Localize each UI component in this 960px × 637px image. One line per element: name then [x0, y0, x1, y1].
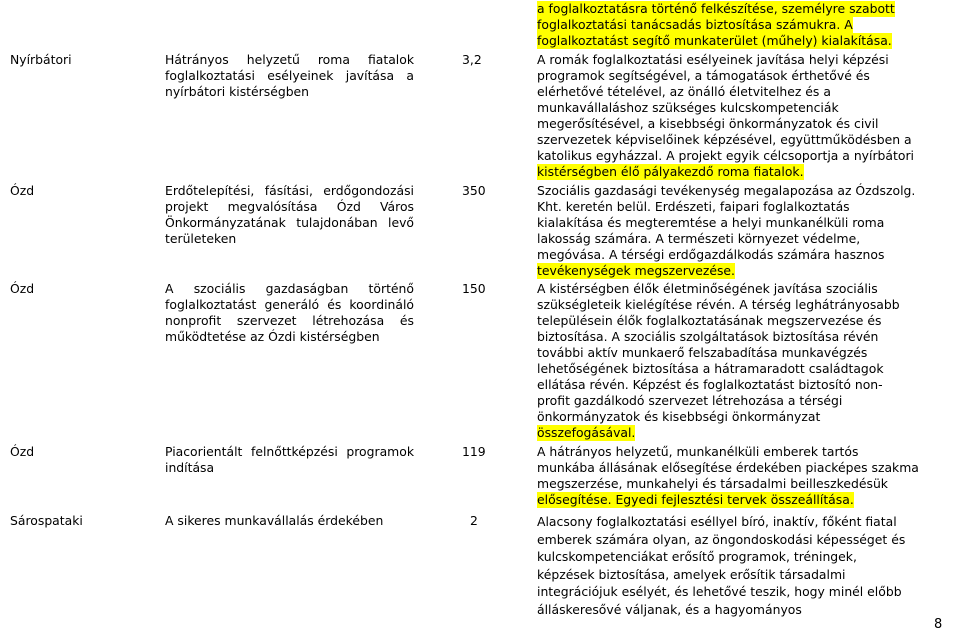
- description-line: munkába állásának elősegítése érdekében piacképes szakma: [537, 460, 919, 475]
- description-line: Alacsony foglalkoztatási eséllyel bíró, inaktív, főként fiatal: [537, 514, 897, 529]
- description-line: foglalkoztatást segítő munkaterület (műhely) kialakítása.: [537, 33, 892, 48]
- description-line: lakosság számára. A természeti környezet védelme,: [537, 231, 861, 246]
- description-line: foglalkoztatási tanácsadás biztosítása számukra. A: [537, 17, 853, 32]
- description-cell: [537, 513, 951, 618]
- description-line: integrációjuk esélyét, és lehetővé teszik, hogy minél előbb: [537, 584, 902, 599]
- description-line: szükségleteik kielégítése révén. A térség leghátrányosabb: [537, 297, 900, 312]
- region-cell: Ózd: [10, 281, 35, 296]
- description-cell: [537, 1, 951, 49]
- description-line: elérhetővé tételével, az önálló életvitelhez és a: [537, 84, 831, 99]
- title-cell: Piacorientált felnőttképzési programok indítása: [165, 444, 414, 475]
- description-line: önkormányzatok és kisebbségi önkormányzat: [537, 409, 821, 424]
- amount-cell: 150: [462, 281, 486, 296]
- description-cell: [537, 281, 951, 441]
- description-line: profit gazdálkodó szervezet létrehozása a térségi: [537, 393, 843, 408]
- description-line: munkavállaláshoz szükséges kulcskompetenciák: [537, 100, 839, 115]
- description-line: biztosítása. A szociális szolgáltatások biztosítása révén: [537, 329, 879, 344]
- amount-cell: 3,2: [462, 52, 482, 67]
- title-cell: A szociális gazdaságban történő foglalkoztatást generáló és koordináló nonprofit szervezet létrehozása és működtetése az Ózdi kistérségben: [165, 281, 414, 344]
- description-line: képzések biztosítása, amelyek erősítik társadalmi: [537, 566, 846, 582]
- description-line: A hátrányos helyzetű, munkanélküli emberek tartós: [537, 444, 859, 459]
- description-line: Kht. keretén belül. Erdészeti, faipari foglalkoztatás: [537, 199, 850, 214]
- description-line: emberek számára olyan, az öngondoskodási képességet és: [537, 531, 906, 547]
- description-line: programok segítségével, a támogatások érthetővé és: [537, 68, 870, 83]
- description-line: településein élők foglalkoztatásának megszervezése és: [537, 313, 882, 328]
- description-line: A romák foglalkoztatási esélyeinek javítása helyi képzési: [537, 52, 889, 67]
- description-line: megóvása. A térségi erdőgazdálkodás számára hasznos: [537, 247, 885, 262]
- description-line: a foglalkoztatásra történő felkészítése, személyre szabott: [537, 1, 895, 16]
- amount-cell: 350: [462, 183, 486, 198]
- description-line: lehetőségének biztosítása a hátramaradott családtagok: [537, 361, 884, 376]
- description-line: Szociális gazdasági tevékenység megalapozása az Ózdszolg.: [537, 183, 916, 198]
- title-cell: A sikeres munkavállalás érdekében: [165, 513, 384, 528]
- description-line: kistérségben élő pályakezdő roma fiatalok.: [537, 164, 804, 179]
- description-cell: [537, 183, 951, 279]
- description-line: A kistérségben élők életminőségének javítása szociális: [537, 281, 878, 296]
- region-cell: Nyírbátori: [10, 52, 72, 67]
- description-line: ellátása révén. Képzést és foglalkoztatást biztosító non-: [537, 377, 883, 392]
- region-cell: Ózd: [10, 444, 35, 459]
- description-line: összefogásával.: [537, 425, 636, 440]
- description-line: kulcskompetenciákat erősítő programok, tréningek,: [537, 549, 857, 564]
- description-line: tevékenységek megszervezése.: [537, 263, 735, 278]
- region-cell: Sárospataki: [10, 513, 83, 528]
- description-line: álláskeresővé váljanak, és a hagyományos: [537, 601, 802, 617]
- amount-cell: 119: [462, 444, 486, 459]
- title-cell: Erdőtelepítési, fásítási, erdőgondozási projekt megvalósítása Ózd Város Önkormányzatának tulajdonában levő területeken: [165, 183, 414, 246]
- description-cell: [537, 444, 951, 508]
- description-line: további aktív munkaerő felszabadítása munkavégzés: [537, 345, 868, 360]
- description-line: kialakítása és megteremtése a helyi munkanélküli roma: [537, 215, 885, 230]
- description-line: szervezetek képviselőinek képzésével, együttműködésben a: [537, 132, 912, 147]
- description-cell: [537, 52, 951, 180]
- description-line: megerősítésével, a kisebbségi önkormányzatok és civil: [537, 116, 879, 131]
- region-cell: Ózd: [10, 183, 35, 198]
- description-line: katolikus egyházzal. A projekt egyik célcsoportja a nyírbátori: [537, 148, 914, 163]
- amount-cell: 2: [470, 513, 478, 528]
- description-line: elősegítése. Egyedi fejlesztési tervek összeállítása.: [537, 492, 854, 507]
- description-line: megszerzése, munkahelyi és társadalmi beilleszkedésük: [537, 476, 888, 491]
- page-number: 8: [934, 617, 943, 632]
- title-cell: Hátrányos helyzetű roma fiatalok foglalkoztatási esélyeinek javítása a nyírbátori kistérségben: [165, 52, 414, 99]
